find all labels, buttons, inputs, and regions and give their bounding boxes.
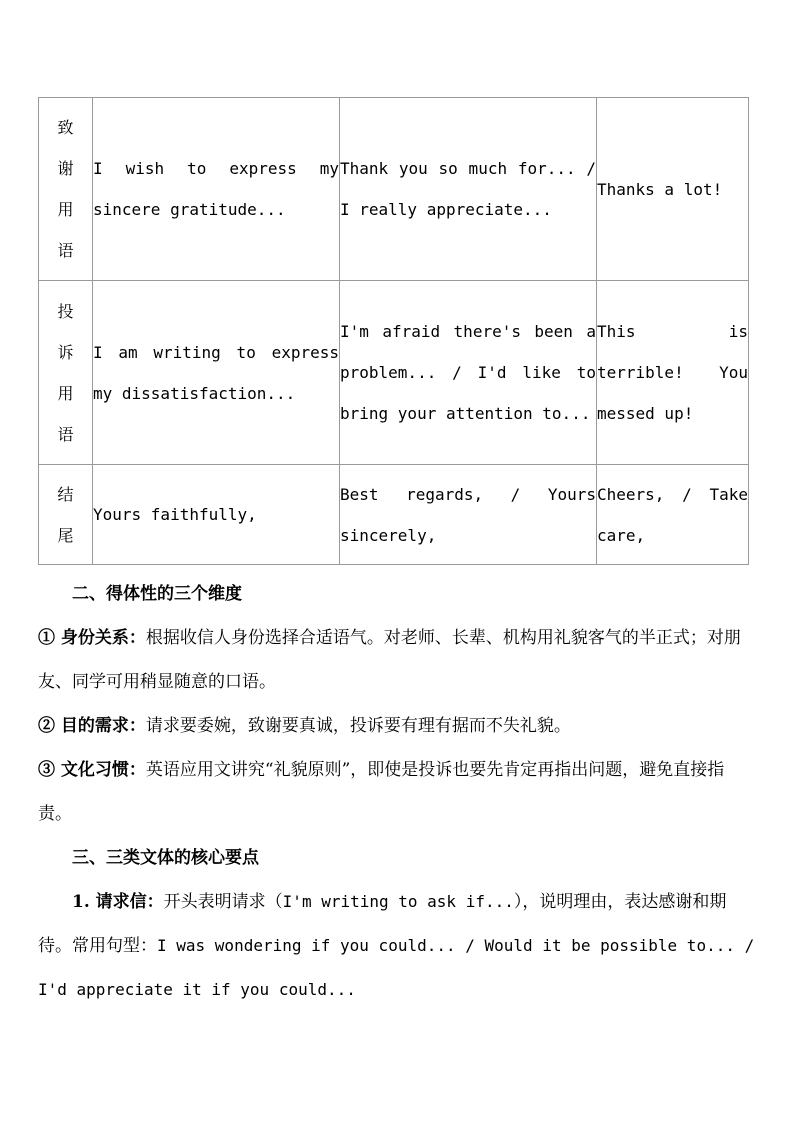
formal-cell: Yours faithfully, — [93, 465, 340, 565]
table-row — [39, 281, 749, 465]
semi-formal-cell: Thank you so much for... / I really appreciate... — [340, 98, 597, 281]
dimension-item: ① 身份关系：根据收信人身份选择合适语气。对老师、长辈、机构用礼貌客气的半正式；对朋友、同学可用稍显随意的口语。 — [38, 628, 741, 692]
dimension-item: ③ 文化习惯：英语应用文讲究“礼貌原则”，即使是投诉也要先肯定再指出问题，避免直接指责。 — [38, 760, 725, 824]
formal-cell: I wish to express my sincere gratitude... — [93, 98, 340, 281]
table-row — [39, 98, 749, 281]
semi-formal-cell: Best regards, / Yours sincerely, — [340, 465, 597, 565]
semi-formal-cell: I'm afraid there's been a problem... / I'd like to bring your attention to... — [340, 281, 597, 465]
request-letter-item: 1. 请求信：开头表明请求（I'm writing to ask if...），说明理由，表达感谢和期待。常用句型：I was wondering if you could... / Would it be possible to... / I'd appreciate it if you could... — [38, 892, 755, 999]
expression-table — [38, 97, 749, 565]
section-3-heading: 三、三类文体的核心要点 — [72, 848, 259, 868]
section-2 — [38, 572, 756, 836]
informal-cell: Thanks a lot! — [597, 98, 749, 281]
row-category: 致 谢 用 语 — [39, 98, 93, 281]
section-3 — [38, 836, 756, 1012]
formal-cell: I am writing to express my dissatisfaction... — [93, 281, 340, 465]
table-row — [39, 465, 749, 565]
informal-cell: Cheers, / Take care, — [597, 465, 749, 565]
dimension-item: ② 目的需求：请求要委婉，致谢要真诚，投诉要有理有据而不失礼貌。 — [38, 716, 571, 736]
row-category: 结 尾 — [39, 465, 93, 565]
informal-cell: This is terrible! You messed up! — [597, 281, 749, 465]
section-2-heading: 二、得体性的三个维度 — [72, 584, 242, 604]
row-category: 投 诉 用 语 — [39, 281, 93, 465]
